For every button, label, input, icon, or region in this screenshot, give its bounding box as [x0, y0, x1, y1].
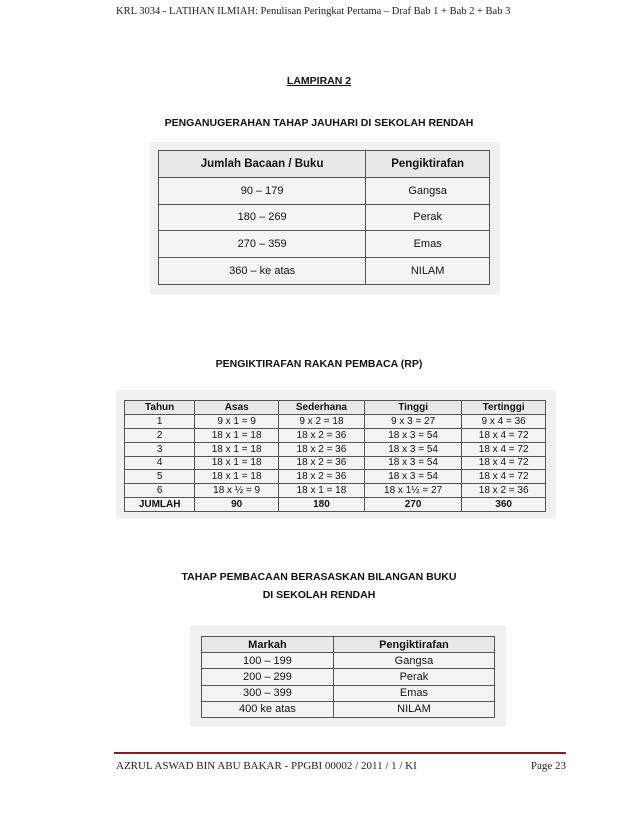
- table-total-row: [125, 498, 546, 512]
- table-row: [202, 653, 495, 669]
- table-cell: 18 x 2 = 36: [278, 428, 364, 442]
- table-row: [125, 484, 546, 498]
- table-cell: 2: [125, 428, 195, 442]
- table-row: [125, 442, 546, 456]
- table-row: [159, 177, 490, 204]
- footer-author: AZRUL ASWAD BIN ABU BAKAR - PPGBI 00002 / 2011 / 1 / KI: [116, 760, 417, 772]
- table-row: [125, 470, 546, 484]
- table-cell: 18 x ½ = 9: [195, 484, 279, 498]
- table-cell: 18 x 4 = 72: [462, 442, 546, 456]
- section3-title-line2: DI SEKOLAH RENDAH: [262, 589, 376, 601]
- table-cell: 18 x 3 = 54: [364, 456, 461, 470]
- table-cell: 18 x 2 = 36: [278, 442, 364, 456]
- table-cell: 9 x 1 = 9: [195, 414, 279, 428]
- column-header: Tertinggi: [462, 401, 546, 415]
- table-cell: 180: [278, 498, 364, 512]
- table-cell: 90 – 179: [159, 177, 366, 204]
- table-cell: 270 – 359: [159, 231, 366, 258]
- lampiran-label: LAMPIRAN 2: [286, 75, 352, 87]
- table-cell: 18 x 2 = 36: [278, 456, 364, 470]
- table-row: [159, 258, 490, 285]
- table-cell: Gangsa: [366, 177, 490, 204]
- table-cell: 100 – 199: [202, 653, 334, 669]
- table-cell: 18 x 1 = 18: [195, 470, 279, 484]
- table-cell: Gangsa: [333, 653, 494, 669]
- table-cell: 18 x 1 = 18: [195, 456, 279, 470]
- table-cell: 18 x 4 = 72: [462, 428, 546, 442]
- table-cell: JUMLAH: [125, 498, 195, 512]
- table-cell: 200 – 299: [202, 669, 334, 685]
- lampiran-title: [0, 75, 638, 87]
- rakan-pembaca-table: [124, 400, 546, 512]
- column-header: Sederhana: [278, 401, 364, 415]
- table-cell: 18 x 1 = 18: [195, 428, 279, 442]
- table-cell: 270: [364, 498, 461, 512]
- table-cell: NILAM: [366, 258, 490, 285]
- column-header: Jumlah Bacaan / Buku: [159, 151, 366, 178]
- table-cell: 18 x 1½ = 27: [364, 484, 461, 498]
- table-cell: Emas: [333, 685, 494, 701]
- section1-title: PENGANUGERAHAN TAHAP JAUHARI DI SEKOLAH RENDAH: [164, 117, 474, 129]
- table-row: [125, 414, 546, 428]
- table-cell: 18 x 3 = 54: [364, 470, 461, 484]
- table-cell: 9 x 2 = 18: [278, 414, 364, 428]
- footer-divider: [114, 752, 566, 754]
- table-row: [202, 669, 495, 685]
- table-cell: 300 – 399: [202, 685, 334, 701]
- table-row: [202, 685, 495, 701]
- table-cell: 360 – ke atas: [159, 258, 366, 285]
- table-cell: 18 x 1 = 18: [278, 484, 364, 498]
- table-cell: 18 x 3 = 54: [364, 428, 461, 442]
- table-cell: Emas: [366, 231, 490, 258]
- table-cell: 360: [462, 498, 546, 512]
- table-cell: 90: [195, 498, 279, 512]
- table-cell: 4: [125, 456, 195, 470]
- table-cell: Perak: [333, 669, 494, 685]
- table-cell: 18 x 2 = 36: [278, 470, 364, 484]
- table-cell: 6: [125, 484, 195, 498]
- column-header: Asas: [195, 401, 279, 415]
- table-cell: 180 – 269: [159, 204, 366, 231]
- table-row: [159, 231, 490, 258]
- table-header-row: [125, 401, 546, 415]
- column-header: Markah: [202, 637, 334, 653]
- table-cell: 1: [125, 414, 195, 428]
- table-cell: 18 x 2 = 36: [462, 484, 546, 498]
- column-header: Tahun: [125, 401, 195, 415]
- column-header: Pengiktirafan: [333, 637, 494, 653]
- table-header-row: [159, 151, 490, 178]
- table-row: [202, 701, 495, 717]
- table-header-row: [202, 637, 495, 653]
- table-cell: NILAM: [333, 701, 494, 717]
- table-cell: Perak: [366, 204, 490, 231]
- table-cell: 9 x 3 = 27: [364, 414, 461, 428]
- table-cell: 5: [125, 470, 195, 484]
- table-cell: 18 x 4 = 72: [462, 470, 546, 484]
- bilangan-buku-table: [201, 636, 495, 718]
- jauhari-table: [158, 150, 490, 285]
- table-cell: 9 x 4 = 36: [462, 414, 546, 428]
- section3-title-line1: TAHAP PEMBACAAN BERASASKAN BILANGAN BUKU: [181, 571, 457, 583]
- running-header: KRL 3034 - LATIHAN ILMIAH: Penulisan Peringkat Pertama – Draf Bab 1 + Bab 2 + Bab 3: [116, 6, 511, 17]
- section2-title: PENGIKTIRAFAN RAKAN PEMBACA (RP): [215, 358, 423, 370]
- table-row: [125, 456, 546, 470]
- table-cell: 18 x 3 = 54: [364, 442, 461, 456]
- table-row: [125, 428, 546, 442]
- page-number: Page 23: [530, 760, 566, 772]
- table-row: [159, 204, 490, 231]
- column-header: Pengiktirafan: [366, 151, 490, 178]
- table-cell: 18 x 4 = 72: [462, 456, 546, 470]
- table-cell: 400 ke atas: [202, 701, 334, 717]
- column-header: Tinggi: [364, 401, 461, 415]
- table-cell: 3: [125, 442, 195, 456]
- table-cell: 18 x 1 = 18: [195, 442, 279, 456]
